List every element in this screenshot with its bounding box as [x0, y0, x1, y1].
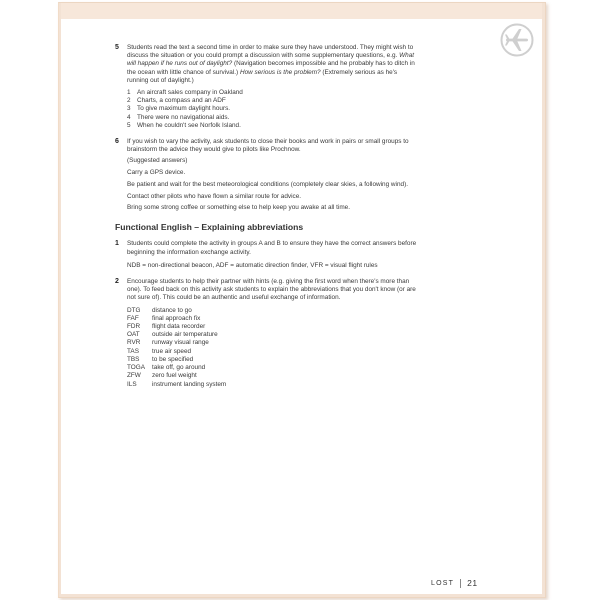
list-item: TAS true air speed	[127, 347, 192, 355]
list-item: FDR flight data recorder	[127, 323, 206, 331]
item-number: 6	[115, 138, 119, 146]
list-item: FAF final approach fix	[127, 314, 201, 322]
page-bottom-edge	[59, 594, 545, 597]
page-right-edge	[542, 3, 545, 597]
note-item-5	[115, 44, 420, 130]
list-item: ILS instrument landing system	[127, 380, 227, 388]
item-answer: NDB = non-directional beacon, ADF = automatic direction finder, VFR = visual flight rules	[127, 261, 378, 269]
item-text: Students could complete the activity in groups A and B to ensure they have the correct answers before beginning the information exchange activity.	[127, 240, 417, 256]
note-item-1	[115, 240, 420, 270]
footer-divider	[460, 579, 461, 588]
list-item: ZFW zero fuel weight	[127, 372, 197, 380]
list-item: RVR runway visual range	[127, 339, 209, 347]
book-page	[58, 2, 546, 598]
suggested-answers	[127, 157, 420, 212]
note-item-2	[115, 278, 420, 389]
list-item: OAT outside air temperature	[127, 331, 218, 339]
list-item: TBS to be specified	[127, 355, 194, 363]
section-heading: Functional English – Explaining abbreviations	[115, 222, 304, 233]
list-item: DTG distance to go	[127, 306, 192, 314]
item-number: 5	[115, 44, 119, 51]
list-item: Contact other pilots who have flown a similar route for advice.	[127, 192, 302, 200]
abbreviation-list	[127, 307, 420, 389]
list-item: Carry a GPS device.	[127, 169, 186, 177]
list-item: (Suggested answers)	[127, 157, 188, 165]
list-item: 4 There were no navigational aids.	[127, 113, 230, 121]
page-left-edge	[59, 3, 61, 597]
item-text: Students read the text a second time in order to make sure they have understood. They might wish to discuss the situation or you could prompt a discussion with some supplementary questions, e.g. What will happen if he runs out of daylight? (Navigation becomes impossible and he probably has to ditch in the ocean with little chance of survival.) How serious is the problem? (Extremely serious as he's running out of daylight.)	[127, 44, 415, 84]
item-text: Encourage students to help their partner with hints (e.g. giving the first word when there's more than one). To feed back on this activity ask students to explain the abbreviations that you don't know (or are not sure of). This could be an authentic and useful exchange of information.	[127, 278, 416, 302]
item-number: 1	[115, 240, 119, 248]
teacher-notes-content	[115, 44, 420, 394]
list-item: 2 Charts, a compass and an ADF	[127, 97, 226, 105]
airplane-icon	[500, 23, 534, 57]
answer-list	[127, 89, 420, 130]
list-item: TOGA take off, go around	[127, 364, 206, 372]
page-top-strip	[59, 3, 545, 19]
list-item: 1 An aircraft sales company in Oakland	[127, 89, 243, 97]
list-item: Bring some strong coffee or something else to help keep you awake at all time.	[127, 204, 350, 212]
note-item-6	[115, 138, 420, 212]
list-item: 5 When he couldn't see Norfolk Island.	[127, 121, 241, 129]
list-item: 3 To give maximum daylight hours.	[127, 105, 231, 113]
item-text: If you wish to vary the activity, ask students to close their books and work in pairs or small groups to brainstorm the advice they would give to pilots like Prochnow.	[127, 138, 409, 154]
item-number: 2	[115, 278, 119, 286]
unit-label: LOST	[431, 579, 455, 587]
list-item: Be patient and wait for the best meteorological conditions (completely clear skies, a following wind).	[127, 180, 408, 188]
page-number: 21	[467, 578, 478, 588]
page-footer	[431, 578, 478, 588]
